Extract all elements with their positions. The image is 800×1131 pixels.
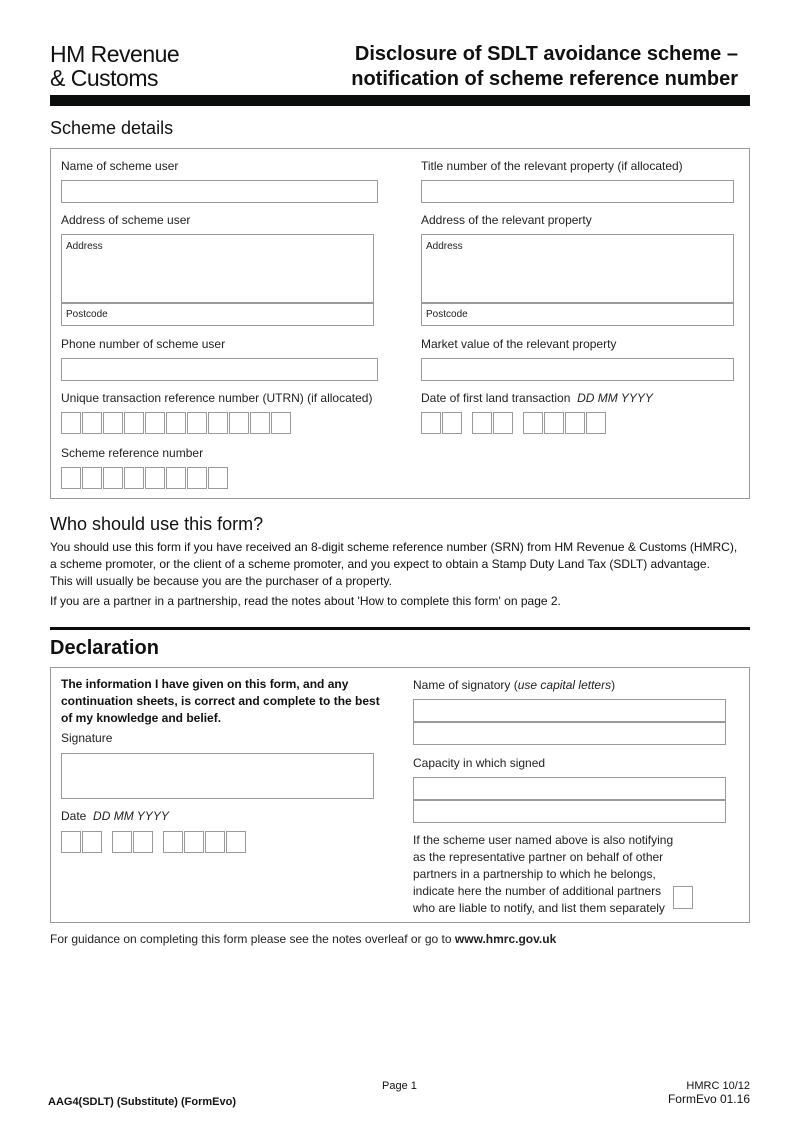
utrn-box[interactable] (187, 412, 207, 434)
srn-box[interactable] (208, 467, 228, 489)
hmrc-website-link[interactable]: www.hmrc.gov.uk (454, 932, 557, 946)
day-box[interactable] (61, 831, 81, 853)
formevo-version: FormEvo 01.16 (667, 1092, 750, 1106)
date-first-transaction-text: Date of first land transaction (421, 391, 571, 405)
month-box[interactable] (112, 831, 132, 853)
date-first-transaction-boxes (421, 412, 611, 434)
signature-field[interactable] (61, 753, 374, 799)
capacity-label: Capacity in which signed (413, 756, 546, 770)
srn-boxes (61, 467, 229, 489)
signatory-name-field-line-2[interactable] (413, 722, 726, 745)
srn-box[interactable] (103, 467, 123, 489)
month-box[interactable] (472, 412, 492, 434)
address-sublabel: Address (66, 241, 103, 252)
partners-text-line: partners in a partnership to which he belongs, (413, 867, 656, 881)
partners-text-line: indicate here the number of additional partners (413, 884, 662, 898)
property-address-field[interactable] (421, 234, 734, 303)
name-of-scheme-user-field[interactable] (61, 180, 378, 203)
srn-box[interactable] (187, 467, 207, 489)
declaration-heading: Declaration (50, 637, 159, 659)
page-number: Page 1 (382, 1080, 417, 1092)
address-of-scheme-user-label: Address of scheme user (61, 213, 191, 227)
address-sublabel: Address (426, 241, 463, 252)
utrn-label: Unique transaction reference number (UTRN) (if allocated) (61, 391, 373, 405)
utrn-box[interactable] (82, 412, 102, 434)
year-box[interactable] (205, 831, 225, 853)
who-paragraph-line: This will usually be because you are the purchaser of a property. (50, 574, 392, 588)
year-box[interactable] (184, 831, 204, 853)
day-box[interactable] (421, 412, 441, 434)
form-version (668, 1080, 750, 1106)
who-paragraph-line: a scheme promoter, or the client of a scheme promoter, and you expect to obtain a Stamp Duty Land Tax (SDLT) advantage. (50, 557, 710, 571)
utrn-box[interactable] (61, 412, 81, 434)
signatory-name-field-line-1[interactable] (413, 699, 726, 722)
scheme-user-postcode-field[interactable] (61, 303, 374, 326)
srn-box[interactable] (82, 467, 102, 489)
header-rule (50, 95, 750, 106)
market-value-field[interactable] (421, 358, 734, 381)
day-box[interactable] (442, 412, 462, 434)
form-title-line-1: Disclosure of SDLT avoidance scheme – (354, 43, 738, 65)
hmrc-version: HMRC 10/12 (686, 1080, 750, 1092)
postcode-sublabel: Postcode (66, 309, 108, 320)
property-postcode-field[interactable] (421, 303, 734, 326)
declaration-date-boxes (61, 831, 251, 853)
srn-label: Scheme reference number (61, 446, 204, 460)
utrn-boxes (61, 412, 291, 434)
year-box[interactable] (565, 412, 585, 434)
phone-number-field[interactable] (61, 358, 378, 381)
year-box[interactable] (544, 412, 564, 434)
date-label-text: Date (61, 809, 87, 823)
title-number-label: Title number of the relevant property (if allocated) (421, 159, 683, 173)
hmrc-logo (50, 42, 179, 90)
utrn-box[interactable] (250, 412, 270, 434)
capacity-field-line-1[interactable] (413, 777, 726, 800)
name-of-signatory-label (413, 678, 615, 692)
declaration-statement (61, 676, 381, 727)
who-should-use-paragraph (50, 539, 750, 590)
day-box[interactable] (82, 831, 102, 853)
capital-letters-hint: use capital letters (517, 678, 612, 692)
scheme-details-heading: Scheme details (50, 118, 174, 138)
partners-text-line: as the representative partner on behalf of other (413, 850, 664, 864)
year-box[interactable] (523, 412, 543, 434)
form-code: AAG4(SDLT) (Substitute) (FormEvo) (48, 1096, 237, 1108)
year-box[interactable] (163, 831, 183, 853)
declaration-statement-line: The information I have given on this form, and any (61, 677, 349, 691)
utrn-box[interactable] (271, 412, 291, 434)
partners-text-line: who are liable to notify, and list them separately (413, 901, 665, 915)
partnership-note: If you are a partner in a partnership, read the notes about 'How to complete this form' on page 2. (50, 594, 561, 608)
name-of-signatory-close: ) (611, 678, 616, 692)
who-should-use-heading: Who should use this form? (50, 514, 264, 534)
title-number-field[interactable] (421, 180, 734, 203)
postcode-sublabel: Postcode (426, 309, 468, 320)
utrn-box[interactable] (145, 412, 165, 434)
utrn-box[interactable] (208, 412, 228, 434)
logo-line-1: HM Revenue (50, 41, 180, 67)
additional-partners-text (413, 832, 673, 917)
utrn-box[interactable] (103, 412, 123, 434)
form-title (351, 42, 738, 92)
declaration-panel (50, 667, 750, 923)
month-box[interactable] (133, 831, 153, 853)
logo-line-2: & Customs (50, 65, 158, 91)
signature-label: Signature (61, 731, 113, 745)
srn-box[interactable] (166, 467, 186, 489)
month-box[interactable] (493, 412, 513, 434)
year-box[interactable] (586, 412, 606, 434)
declaration-rule (50, 627, 750, 630)
declaration-date-label (61, 809, 169, 823)
name-of-signatory-text: Name of signatory ( (413, 678, 518, 692)
additional-partners-count-box[interactable] (673, 886, 693, 909)
declaration-statement-line: continuation sheets, is correct and complete to the best (61, 694, 380, 708)
date-format-hint: DD MM YYYY (93, 809, 169, 823)
srn-box[interactable] (61, 467, 81, 489)
guidance-text (50, 932, 556, 946)
name-of-scheme-user-label: Name of scheme user (61, 159, 179, 173)
date-first-transaction-label (421, 391, 653, 405)
declaration-statement-line: of my knowledge and belief. (61, 711, 222, 725)
form-title-line-2: notification of scheme reference number (351, 68, 738, 90)
utrn-box[interactable] (166, 412, 186, 434)
who-paragraph-line: You should use this form if you have received an 8-digit scheme reference number (SRN) from HM Revenue & Customs (HMRC), (50, 540, 738, 554)
year-box[interactable] (226, 831, 246, 853)
guidance-sentence: For guidance on completing this form please see the notes overleaf or go to (50, 932, 455, 946)
scheme-user-address-field[interactable] (61, 234, 374, 303)
utrn-box[interactable] (124, 412, 144, 434)
partners-text-line: If the scheme user named above is also notifying (413, 833, 674, 847)
phone-number-label: Phone number of scheme user (61, 337, 226, 351)
srn-box[interactable] (145, 467, 165, 489)
address-of-property-label: Address of the relevant property (421, 213, 592, 227)
scheme-details-panel (50, 148, 750, 499)
srn-box[interactable] (124, 467, 144, 489)
market-value-label: Market value of the relevant property (421, 337, 617, 351)
capacity-field-line-2[interactable] (413, 800, 726, 823)
utrn-box[interactable] (229, 412, 249, 434)
date-format-hint: DD MM YYYY (577, 391, 653, 405)
